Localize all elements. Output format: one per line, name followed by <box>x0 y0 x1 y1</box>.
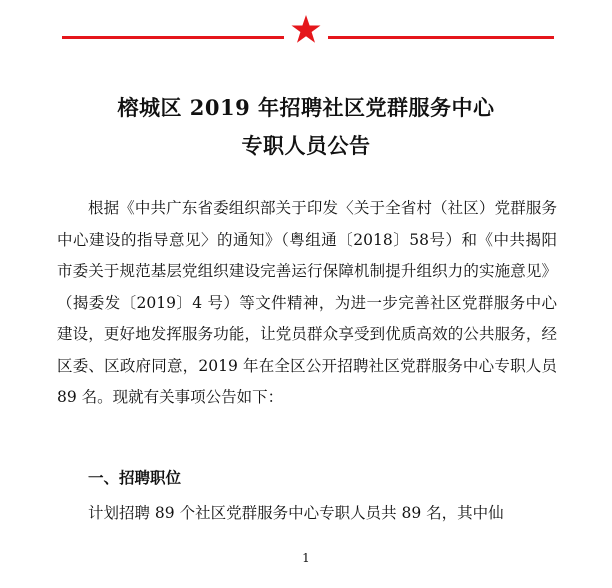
document-title-line-1: 榕城区 2019 年招聘社区党群服务中心 <box>117 95 495 120</box>
intro-paragraph: 根据《中共广东省委组织部关于印发〈关于全省村（社区）党群服务中心建设的指导意见〉的通知》（粤组通〔2018〕58号）和《中共揭阳市委关于规范基层党组织建设完善运行保障机制提升组织力的实施意见》（揭委发〔2019〕4 号）等文件精神，为进一步完善社区党群服务中心建设，更好地发挥服务功能，让党员群众享受到优质高效的公共服务，经区委、区政府同意，2019 年在全区公开招聘社区党群服务中心专职人员 89 名。现就有关事项公告如下： <box>57 199 557 406</box>
document-title-line-2: 专职人员公告 <box>241 133 371 158</box>
red-star-icon <box>290 14 322 46</box>
section-heading-positions: 一、招聘职位 <box>88 469 182 487</box>
page-number: 1 <box>302 551 310 565</box>
positions-paragraph: 计划招聘 89 个社区党群服务中心专职人员共 89 名，其中仙 <box>88 504 504 522</box>
header-rule-right <box>328 36 554 39</box>
header-rule-left <box>62 36 284 39</box>
